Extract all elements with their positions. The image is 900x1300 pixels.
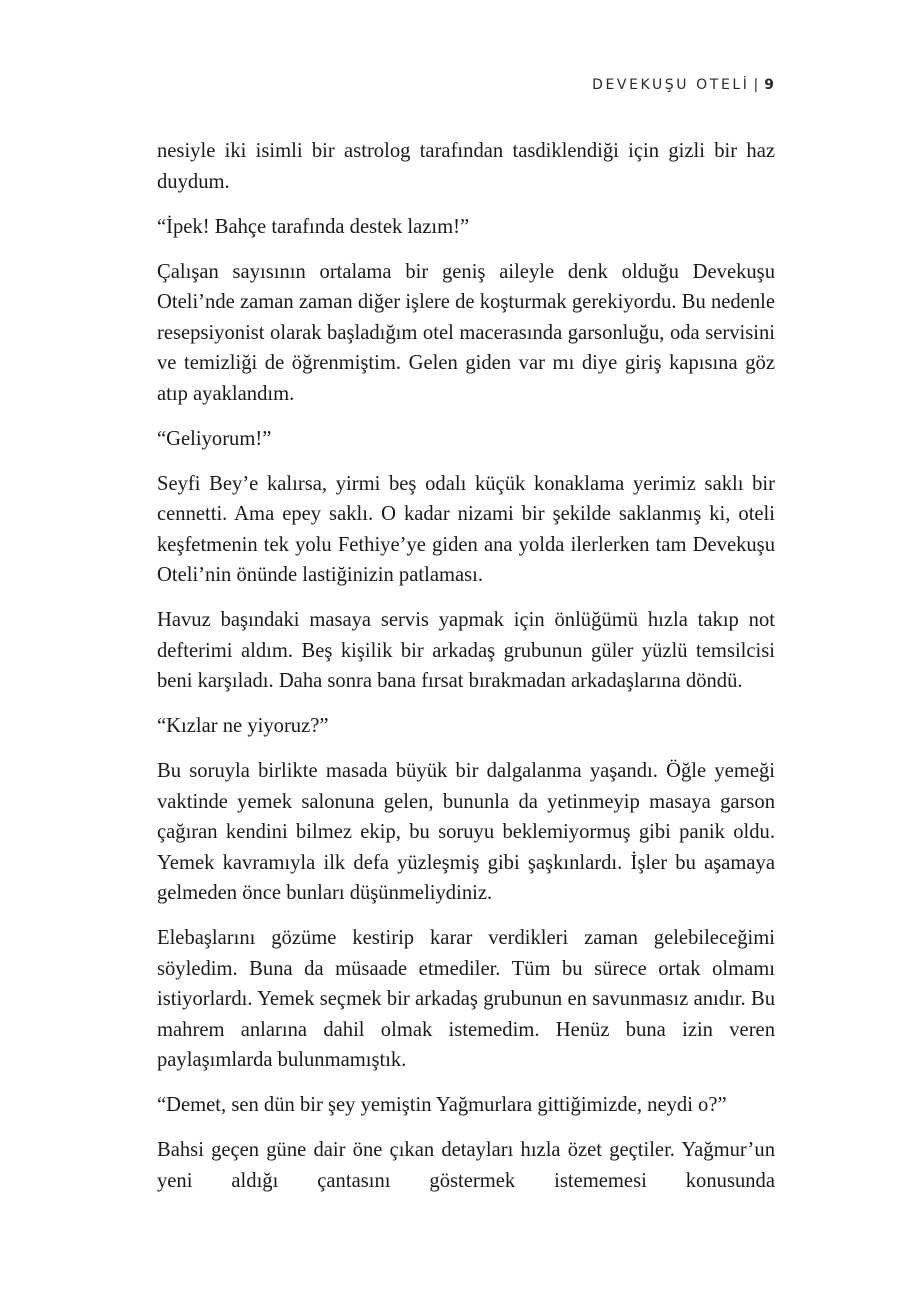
dialogue-line: “Kızlar ne yiyoruz?” xyxy=(157,715,329,737)
running-header xyxy=(592,77,774,93)
dialogue-line: “Demet, sen dün bir şey yemiştin Yağmurlara gittiğimizde, neydi o?” xyxy=(157,1094,727,1116)
paragraph: Bu soruyla birlikte masada büyük bir dalgalanma yaşandı. Öğle yemeği vaktinde yemek salonuna gelen, bununla da yetinmeyip masaya garson çağıran kendini bilmez ekip, bu soruyu beklemiyormuş gibi panik oldu. Yemek kavramıyla ilk defa yüzleşmiş gibi şaşkınlardı. İşler bu aşamaya gelmeden önce bunları düşünmeliydiniz. xyxy=(157,760,775,904)
dialogue-line: “İpek! Bahçe tarafında destek lazım!” xyxy=(157,215,470,238)
header-separator: | xyxy=(753,77,759,93)
paragraph: Elebaşlarını gözüme kestirip karar verdikleri zaman gelebileceğimi söyledim. Buna da müsaade etmediler. Tüm bu sürece ortak olmamı istiyorlardı. Yemek seçmek bir arkadaş grubunun en savunmasız anıdır. Bu mahrem anlarına dahil olmak istemedim. Henüz buna izin veren paylaşımlarda bulunmamıştık. xyxy=(157,927,775,1071)
body-text xyxy=(157,136,775,1211)
paragraph: Bahsi geçen güne dair öne çıkan detayları hızla özet geçtiler. Yağmur’un yeni aldığı çantasını göstermek istememesi konusunda xyxy=(157,1139,775,1192)
paragraph: Havuz başındaki masaya servis yapmak için önlüğümü hızla takıp not defterimi aldım. Beş kişilik bir arkadaş grubunun güler yüzlü temsilcisi beni karşıladı. Daha sonra bana fırsat bırakmadan arkadaşlarına döndü. xyxy=(157,609,775,692)
page-number: 9 xyxy=(764,77,774,93)
paragraph: Çalışan sayısının ortalama bir geniş aileyle denk olduğu Devekuşu Oteli’nde zaman zaman diğer işlere de koşturmak gerekiyordu. Bu nedenle resepsiyonist olarak başladığım otel macerasında garsonluğu, oda servisini ve temizliği de öğrenmiştim. Gelen giden var mı diye giriş kapısına göz atıp ayaklandım. xyxy=(157,260,775,405)
paragraph: nesiyle iki isimli bir astrolog tarafından tasdiklendiği için gizli bir haz duydum. xyxy=(157,140,775,193)
paragraph: Seyfi Bey’e kalırsa, yirmi beş odalı küçük konaklama yerimiz saklı bir cennetti. Ama epey saklı. O kadar nizami bir şekilde saklanmış ki, oteli keşfetmenin tek yolu Fethiye’ye giden ana yolda ilerlerken tam Devekuşu Oteli’nin önünde lastiğinizin patlaması. xyxy=(157,472,775,586)
book-title: DEVEKUŞU OTELİ xyxy=(592,77,750,93)
dialogue-line: “Geliyorum!” xyxy=(157,427,272,450)
